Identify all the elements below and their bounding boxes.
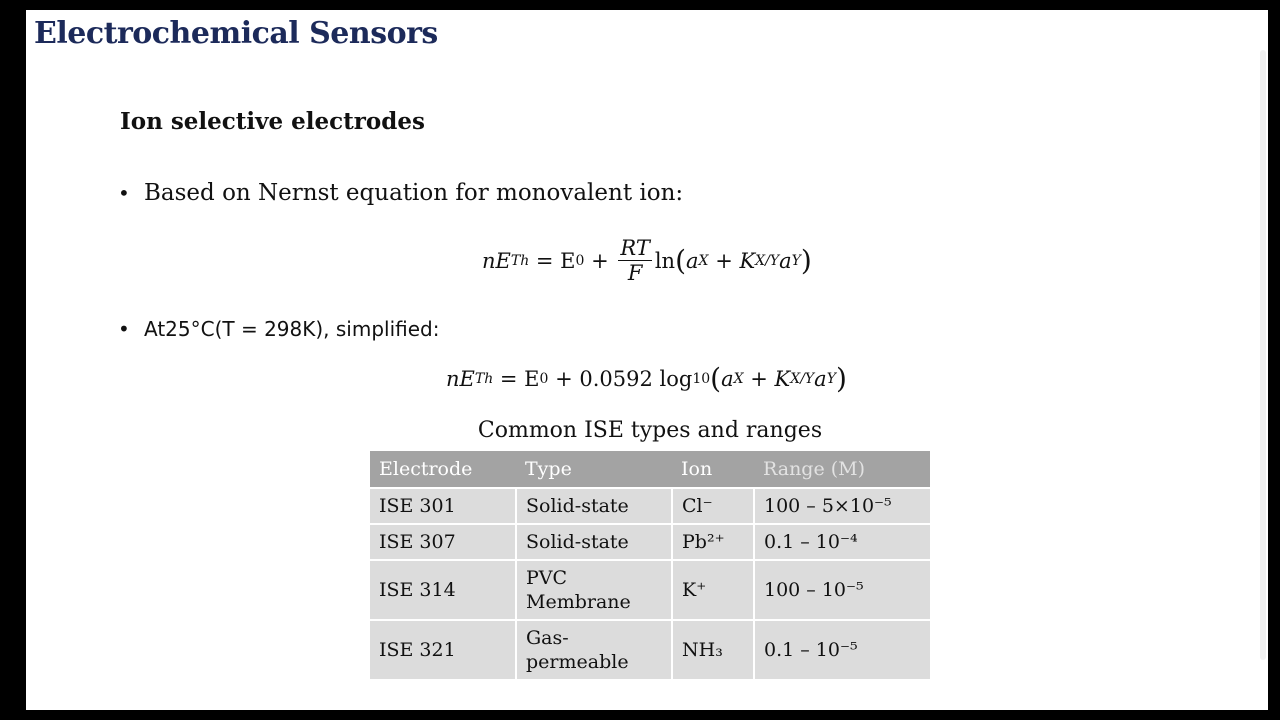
paren-close-icon: ): [835, 362, 847, 395]
table-row: [370, 560, 930, 620]
eq-term: a: [779, 248, 792, 273]
column-header: Range (M): [754, 451, 930, 488]
table-row: [370, 620, 930, 679]
table-cell: Gas-permeable: [516, 620, 672, 679]
eq-term: = E: [493, 366, 540, 391]
eq-term: nE: [482, 248, 511, 273]
eq-sub: X/Y: [755, 252, 780, 269]
table-cell: NH₃: [672, 620, 754, 679]
column-header: Electrode: [370, 451, 516, 488]
simplified-equation: [446, 362, 847, 395]
slide-title: Electrochemical Sensors: [34, 16, 438, 51]
eq-sub: 0: [539, 370, 549, 387]
eq-sub: X/Y: [790, 370, 815, 387]
eq-sub: X: [698, 252, 709, 269]
table-cell: Pb²⁺: [672, 524, 754, 560]
ise-table: [370, 451, 930, 679]
scrollbar[interactable]: [1260, 50, 1266, 660]
bullet-text: At25°C(T = 298K), simplified:: [144, 317, 440, 341]
eq-sub: Y: [826, 370, 836, 387]
table-cell: 100 – 5×10⁻⁵: [754, 488, 930, 524]
eq-sub: 0: [575, 252, 585, 269]
table-row: [370, 488, 930, 524]
paren-open-icon: (: [710, 362, 722, 395]
column-header: Type: [516, 451, 672, 488]
bullet-dot-icon: •: [118, 181, 130, 205]
eq-sub: 10: [692, 370, 711, 387]
eq-term: + K: [743, 366, 791, 391]
table-caption: Common ISE types and ranges: [477, 418, 823, 443]
column-header: Ion: [672, 451, 754, 488]
table-cell: 0.1 – 10⁻⁴: [754, 524, 930, 560]
nernst-equation: [482, 236, 812, 285]
eq-sub: Th: [474, 370, 494, 387]
fraction-numerator: RT: [620, 236, 650, 260]
table-cell: Cl⁻: [672, 488, 754, 524]
section-subtitle: Ion selective electrodes: [120, 108, 425, 135]
table-row: [370, 524, 930, 560]
table-header-row: [370, 451, 930, 488]
eq-sub: Y: [791, 252, 801, 269]
table-cell: ISE 314: [370, 560, 516, 620]
table-cell: K⁺: [672, 560, 754, 620]
bullet-simplified: [118, 317, 440, 341]
table-cell: ISE 321: [370, 620, 516, 679]
bullet-dot-icon: •: [118, 317, 130, 341]
eq-term: nE: [446, 366, 475, 391]
paren-open-icon: (: [675, 244, 687, 277]
table-cell: PVC Membrane: [516, 560, 672, 620]
table-cell: 100 – 10⁻⁵: [754, 560, 930, 620]
eq-term: a: [686, 248, 699, 273]
eq-term: a: [721, 366, 734, 391]
bullet-nernst: [118, 180, 683, 206]
slide: [26, 10, 1268, 710]
paren-close-icon: ): [800, 244, 812, 277]
fraction-denominator: F: [627, 261, 643, 285]
table-cell: ISE 301: [370, 488, 516, 524]
table-cell: Solid-state: [516, 488, 672, 524]
eq-sub: Th: [510, 252, 530, 269]
eq-sub: X: [733, 370, 744, 387]
eq-function: ln: [654, 248, 676, 273]
eq-term: +: [584, 248, 616, 273]
fraction: [618, 236, 651, 285]
eq-term: + K: [708, 248, 756, 273]
table-cell: Solid-state: [516, 524, 672, 560]
eq-term: = E: [529, 248, 576, 273]
eq-term: a: [814, 366, 827, 391]
table-cell: 0.1 – 10⁻⁵: [754, 620, 930, 679]
eq-term: + 0.0592 log: [548, 366, 693, 391]
table-cell: ISE 307: [370, 524, 516, 560]
bullet-text: Based on Nernst equation for monovalent ion:: [144, 180, 684, 206]
